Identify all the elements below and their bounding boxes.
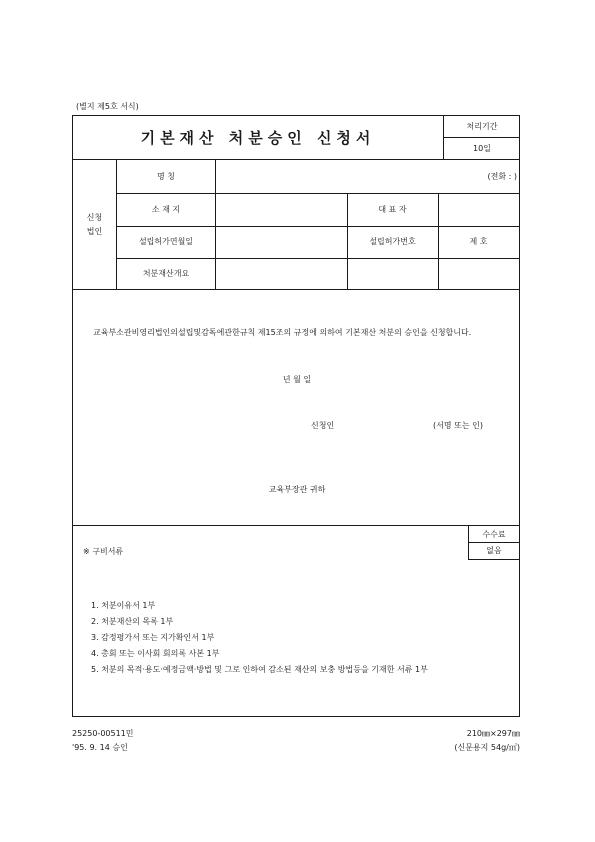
title-row: [73, 116, 519, 160]
signature-label: (서명 또는 인): [433, 421, 483, 430]
paper-type: (신문용지 54g/㎡): [454, 743, 520, 752]
representative-label: 대 표 자: [378, 205, 407, 214]
founded-date-label: 설립허가연월일: [138, 237, 194, 246]
form-label: (별지 제5호 서식): [76, 102, 139, 111]
documents-list-item: 2. 처분재산의 목록 1부: [91, 617, 174, 626]
documents-section: [73, 526, 519, 716]
phone-label: (전화 : ): [487, 172, 517, 181]
applicant-label-line1: 신청: [86, 213, 103, 222]
documents-title: ※ 구비서류: [83, 547, 124, 556]
processing-period-value: 10일: [473, 144, 491, 153]
processing-period-label: 처리기간: [444, 116, 520, 138]
applicant-label-line2: 법인: [86, 227, 103, 236]
applicant-label: [73, 160, 117, 290]
approval-date: '95. 9. 14 승인: [72, 743, 128, 752]
form-code: 25250-00511민: [72, 729, 134, 738]
form-title: 기본재산 처분승인 신청서: [140, 129, 376, 147]
license-number-value: 제 호: [469, 237, 488, 246]
grid-col-divider: [215, 160, 216, 290]
address-label: 소 재 지: [151, 205, 181, 214]
application-form: [72, 115, 520, 717]
documents-list-item: 3. 감정평가서 또는 지가확인서 1부: [91, 633, 215, 642]
documents-list-item: 1. 처분이유서 1부: [91, 601, 156, 610]
statement-body: 교육부소관비영리법인의설립및감독에관한규칙 제15조의 규정에 의하여 기본재산 처분의 승인을 신청합니다.: [93, 328, 472, 337]
fee-value: 없음: [486, 546, 502, 555]
documents-list-item: 4. 총회 또는 이사회 회의록 사본 1부: [91, 649, 220, 658]
disposal-summary-label: 처분재산개요: [142, 269, 190, 278]
statement-section: [73, 290, 519, 526]
applicant-grid: [73, 160, 519, 290]
applicant-sign-label: 신청인: [311, 421, 335, 430]
documents-list: [91, 598, 519, 678]
name-label: 명 칭: [157, 172, 175, 181]
date-line: 년 월 일: [282, 375, 312, 384]
fee-box: [468, 526, 519, 560]
license-number-label: 설립허가번호: [369, 237, 416, 246]
paper-size: 210㎜×297㎜: [466, 729, 520, 738]
fee-label: 수수료: [469, 526, 519, 543]
processing-period-box: [443, 116, 519, 160]
addressee: 교육부장관 귀하: [268, 485, 326, 494]
documents-list-item: 5. 처분의 목적·용도·예정금액·방법 및 그로 인하여 감소된 재산의 보충 방법등을 기재한 서류 1부: [91, 665, 428, 674]
